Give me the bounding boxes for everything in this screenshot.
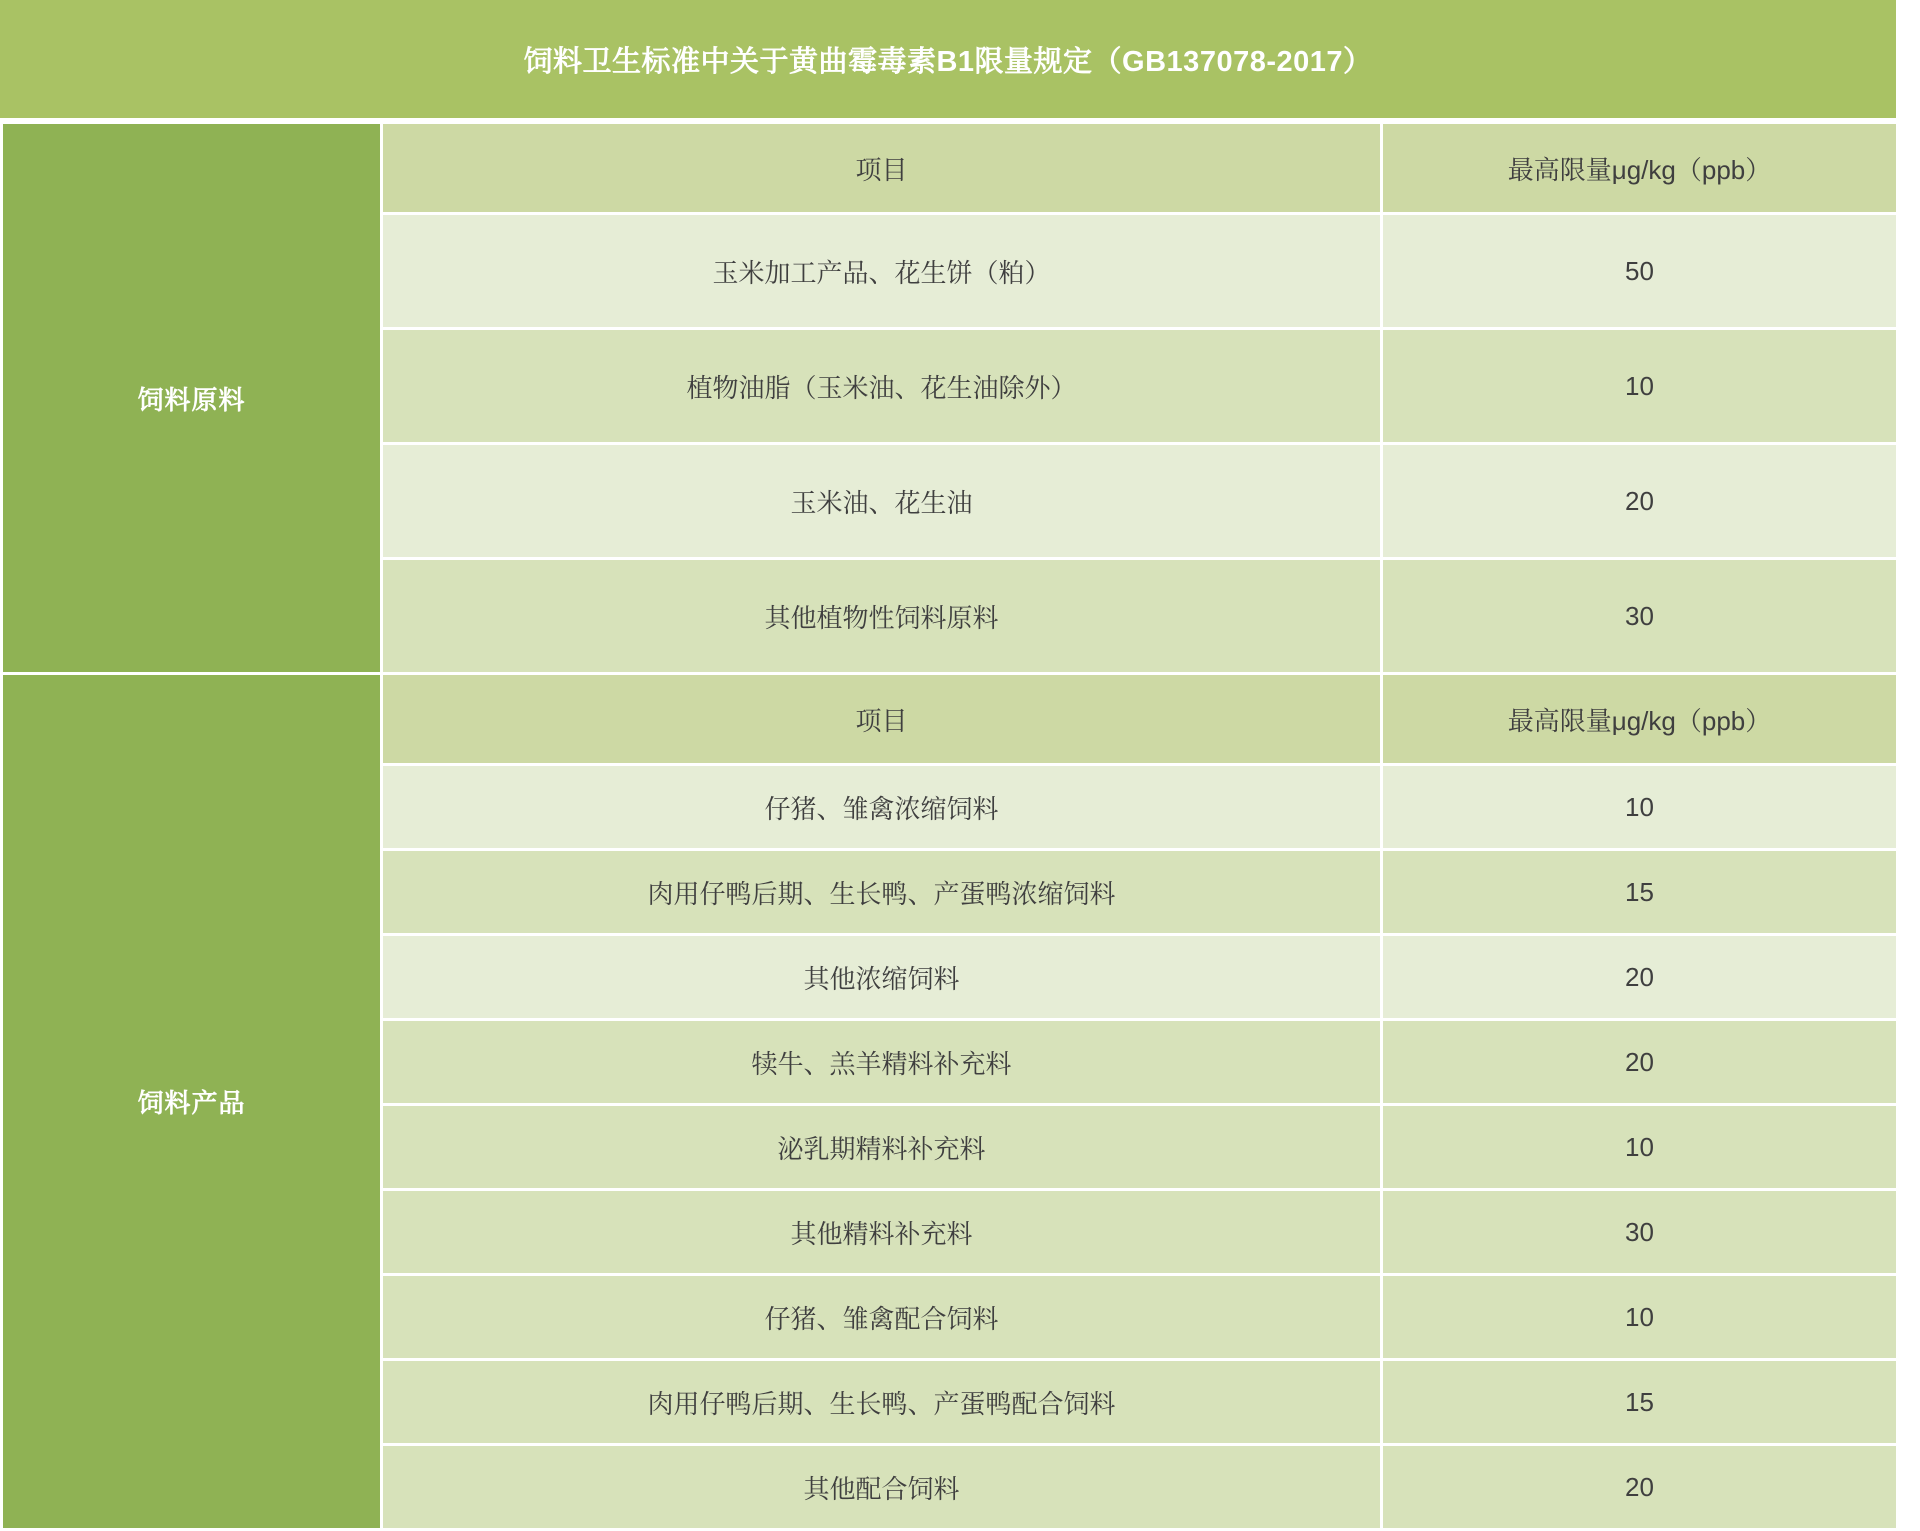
item-limit: 20 [1382,444,1898,559]
item-limit: 50 [1382,214,1898,329]
item-name: 肉用仔鸭后期、生长鸭、产蛋鸭配合饲料 [382,1360,1382,1445]
item-name: 其他浓缩饲料 [382,935,1382,1020]
aflatoxin-limits-table [0,121,1899,1531]
item-limit: 10 [1382,765,1898,850]
item-limit: 15 [1382,850,1898,935]
page-title: 饲料卫生标准中关于黄曲霉毒素B1限量规定（GB137078-2017） [523,45,1373,78]
item-name: 泌乳期精料补充料 [382,1105,1382,1190]
item-limit: 30 [1382,559,1898,674]
item-limit: 15 [1382,1360,1898,1445]
category-label-wrap [3,675,380,1528]
item-limit: 20 [1382,935,1898,1020]
item-limit: 30 [1382,1190,1898,1275]
item-name: 犊牛、羔羊精料补充料 [382,1020,1382,1105]
item-name: 其他配合饲料 [382,1445,1382,1530]
item-name: 仔猪、雏禽浓缩饲料 [382,765,1382,850]
category-cell-feed-material [2,123,382,674]
item-name: 肉用仔鸭后期、生长鸭、产蛋鸭浓缩饲料 [382,850,1382,935]
item-name: 其他精料补充料 [382,1190,1382,1275]
column-header-limit: 最高限量μg/kg（ppb） [1382,674,1898,765]
item-name: 玉米油、花生油 [382,444,1382,559]
item-limit: 20 [1382,1020,1898,1105]
category-label: 饲料原料 [137,384,246,415]
item-limit: 20 [1382,1445,1898,1530]
table-row [2,123,1898,214]
item-limit: 10 [1382,1275,1898,1360]
category-cell-feed-product [2,674,382,1530]
item-limit: 10 [1382,1105,1898,1190]
column-header-item: 项目 [382,674,1382,765]
item-name: 仔猪、雏禽配合饲料 [382,1275,1382,1360]
item-name: 植物油脂（玉米油、花生油除外） [382,329,1382,444]
category-label-wrap [3,124,380,672]
column-header-limit: 最高限量μg/kg（ppb） [1382,123,1898,214]
item-name: 玉米加工产品、花生饼（粕） [382,214,1382,329]
document-title-band [0,0,1896,121]
category-label: 饲料产品 [137,1088,246,1118]
column-header-item: 项目 [382,123,1382,214]
item-name: 其他植物性饲料原料 [382,559,1382,674]
item-limit: 10 [1382,329,1898,444]
table-row [2,674,1898,765]
